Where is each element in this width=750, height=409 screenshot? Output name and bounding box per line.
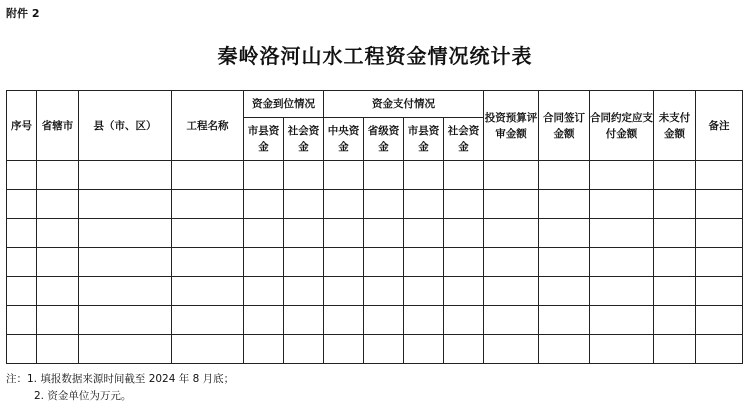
table-cell: [590, 306, 654, 335]
page-title: 秦岭洛河山水工程资金情况统计表: [217, 44, 533, 68]
table-cell: [404, 277, 444, 306]
table-cell: [324, 277, 364, 306]
funds-statistics-table: [6, 90, 743, 364]
table-row: [7, 248, 743, 277]
header-paid-social: 社会资金: [444, 118, 484, 161]
table-cell: [7, 306, 37, 335]
table-cell: [324, 248, 364, 277]
table-cell: [484, 306, 539, 335]
table-cell: [590, 248, 654, 277]
table-cell: [284, 248, 324, 277]
table-cell: [696, 190, 743, 219]
table-cell: [696, 219, 743, 248]
table-cell: [37, 219, 79, 248]
table-cell: [284, 219, 324, 248]
table-cell: [654, 248, 696, 277]
table-cell: [364, 190, 404, 219]
table-cell: [444, 335, 484, 364]
table-cell: [324, 219, 364, 248]
header-funds-paid: 资金支付情况: [324, 91, 484, 118]
header-paid-province: 省级资金: [364, 118, 404, 161]
table-cell: [484, 219, 539, 248]
table-cell: [79, 161, 172, 190]
table-cell: [404, 219, 444, 248]
table-cell: [404, 306, 444, 335]
table-cell: [172, 277, 244, 306]
table-cell: [539, 335, 590, 364]
table-cell: [484, 335, 539, 364]
table-cell: [404, 161, 444, 190]
header-seq: 序号: [7, 91, 37, 161]
table-cell: [324, 161, 364, 190]
table-cell: [7, 277, 37, 306]
table-row: [7, 190, 743, 219]
header-arrived-social: 社会资金: [284, 118, 324, 161]
table-cell: [590, 335, 654, 364]
table-cell: [444, 190, 484, 219]
table-cell: [284, 335, 324, 364]
table-cell: [172, 335, 244, 364]
attachment-label: 附件 2: [6, 7, 40, 20]
table-cell: [404, 190, 444, 219]
table-cell: [364, 219, 404, 248]
table-cell: [284, 161, 324, 190]
table-row: [7, 277, 743, 306]
table-cell: [244, 306, 284, 335]
table-cell: [696, 248, 743, 277]
table-row: [7, 161, 743, 190]
table-cell: [539, 248, 590, 277]
table-cell: [364, 248, 404, 277]
table-cell: [539, 161, 590, 190]
table-cell: [539, 219, 590, 248]
table-cell: [37, 306, 79, 335]
table-cell: [590, 161, 654, 190]
table-cell: [284, 277, 324, 306]
table-cell: [172, 306, 244, 335]
table-cell: [696, 335, 743, 364]
table-cell: [244, 219, 284, 248]
table-row: [7, 335, 743, 364]
table-cell: [590, 277, 654, 306]
table-cell: [654, 161, 696, 190]
table-row: [7, 306, 743, 335]
table-cell: [79, 190, 172, 219]
table-cell: [444, 219, 484, 248]
table-cell: [7, 219, 37, 248]
header-funds-arrived: 资金到位情况: [244, 91, 324, 118]
table-cell: [172, 248, 244, 277]
table-cell: [696, 277, 743, 306]
table-cell: [404, 248, 444, 277]
table-cell: [364, 161, 404, 190]
table-cell: [79, 248, 172, 277]
table-cell: [539, 277, 590, 306]
header-project-name: 工程名称: [172, 91, 244, 161]
table-cell: [590, 190, 654, 219]
table-cell: [284, 306, 324, 335]
table-cell: [7, 248, 37, 277]
table-cell: [37, 161, 79, 190]
header-paid-central: 中央资金: [324, 118, 364, 161]
table-cell: [404, 335, 444, 364]
header-county: 县（市、区）: [79, 91, 172, 161]
table-cell: [364, 306, 404, 335]
table-cell: [539, 190, 590, 219]
table-cell: [172, 219, 244, 248]
table-cell: [244, 248, 284, 277]
table-cell: [654, 277, 696, 306]
header-province-city: 省辖市: [37, 91, 79, 161]
table-cell: [539, 306, 590, 335]
table-cell: [324, 306, 364, 335]
table-cell: [244, 161, 284, 190]
table-cell: [590, 219, 654, 248]
table-cell: [7, 335, 37, 364]
notes: [6, 371, 234, 405]
note-line-1: 注：1. 填报数据来源时间截至 2024 年 8 月底；: [6, 373, 235, 385]
table-cell: [79, 277, 172, 306]
table-cell: [696, 161, 743, 190]
header-arrived-city-county: 市县资金: [244, 118, 284, 161]
table-cell: [484, 277, 539, 306]
table-cell: [37, 190, 79, 219]
table-cell: [37, 335, 79, 364]
table-cell: [37, 248, 79, 277]
table-cell: [79, 306, 172, 335]
table-cell: [654, 335, 696, 364]
table-cell: [444, 306, 484, 335]
header-investment-budget: 投资预算评审金额: [484, 91, 539, 161]
table-row: [7, 219, 743, 248]
table-cell: [79, 219, 172, 248]
note-line-2: 2. 资金单位为万元。: [34, 390, 132, 402]
table-cell: [444, 161, 484, 190]
table-cell: [444, 277, 484, 306]
table-body: [7, 161, 743, 364]
table-cell: [7, 190, 37, 219]
table-cell: [244, 277, 284, 306]
table-cell: [7, 161, 37, 190]
table-cell: [37, 277, 79, 306]
table-cell: [654, 219, 696, 248]
table-cell: [364, 277, 404, 306]
table-cell: [324, 190, 364, 219]
header-contract-signed: 合同签订金额: [539, 91, 590, 161]
table-cell: [696, 306, 743, 335]
table-cell: [244, 190, 284, 219]
table-cell: [172, 190, 244, 219]
table-cell: [244, 335, 284, 364]
table-cell: [172, 161, 244, 190]
header-paid-city-county: 市县资金: [404, 118, 444, 161]
table-cell: [654, 190, 696, 219]
header-contract-payable: 合同约定应支付金额: [590, 91, 654, 161]
table-cell: [444, 248, 484, 277]
table-cell: [484, 190, 539, 219]
table-cell: [79, 335, 172, 364]
table-cell: [324, 335, 364, 364]
table-cell: [484, 248, 539, 277]
table-cell: [284, 190, 324, 219]
table-cell: [654, 306, 696, 335]
table-cell: [364, 335, 404, 364]
header-remarks: 备注: [696, 91, 743, 161]
table-cell: [484, 161, 539, 190]
header-unpaid: 未支付金额: [654, 91, 696, 161]
